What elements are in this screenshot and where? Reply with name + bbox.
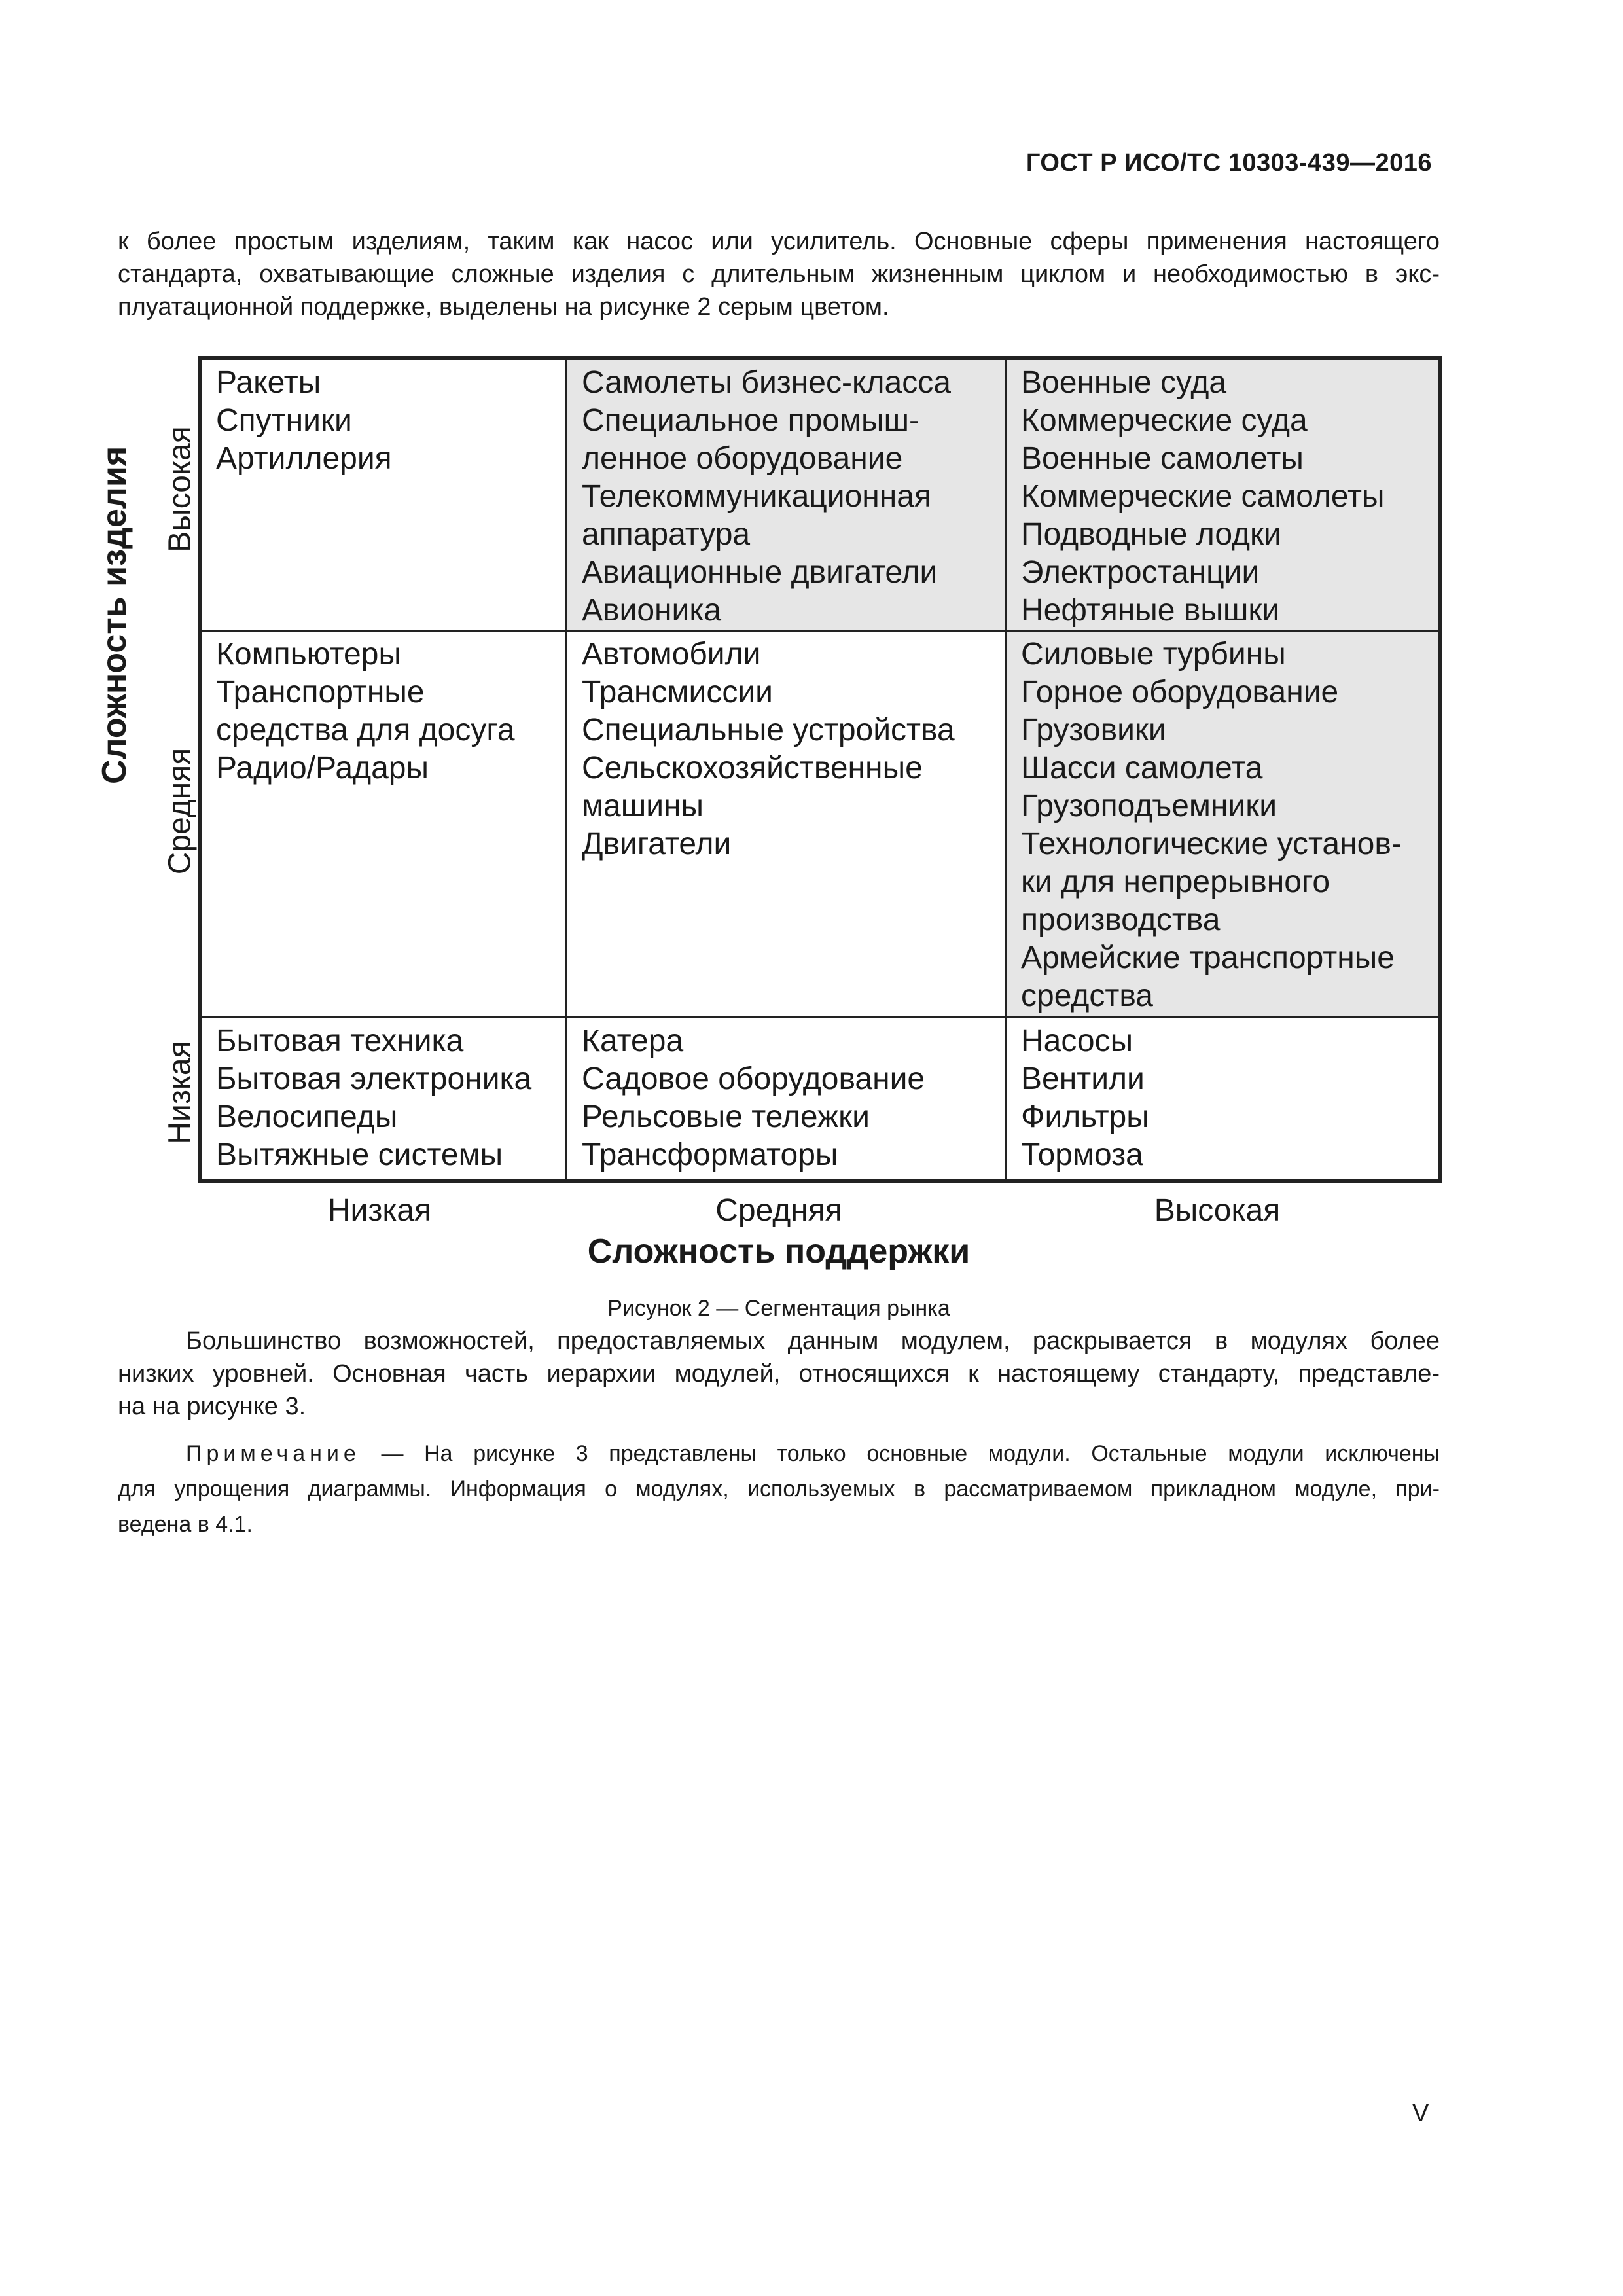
cell-mid-high: Силовые турбины Горное оборудование Грузовики Шасси самолета Грузоподъемники Технологические установ- ки для непрерывного производства Армейские транспортные средства [1006, 631, 1441, 1018]
row-label-mid: Средняя [162, 747, 198, 875]
intro-line-2: стандарта, охватывающие сложные изделия с длительным жизненным циклом и необходимостью в экс- [118, 260, 1440, 288]
cell-low-high: Насосы Вентили Фильтры Тормоза [1006, 1018, 1441, 1182]
note-line-3: ведена в 4.1. [118, 1512, 253, 1537]
body-paragraph [118, 1325, 1440, 1423]
note-paragraph [118, 1436, 1440, 1542]
col-label-low: Низкая [327, 1193, 432, 1228]
cell-high-mid: Самолеты бизнес-класса Специальное промыш- ленное оборудование Телекоммуникационная аппаратура Авиационные двигатели Авионика [567, 358, 1006, 631]
para-line-2: низких уровней. Основная часть иерархии модулей, относящихся к настоящему стандарту, представле- [118, 1360, 1440, 1388]
segmentation-matrix [198, 356, 1442, 1170]
row-label-high: Высокая [162, 426, 198, 552]
note-line-2: для упрощения диаграммы. Информация о модулях, используемых в рассматриваемом прикладном модуле, при- [118, 1477, 1440, 1501]
page-number: V [1412, 2100, 1429, 2127]
x-axis-title: Сложность поддержки [587, 1232, 971, 1270]
col-label-mid: Средняя [715, 1193, 842, 1228]
cell-high-low: Ракеты Спутники Артиллерия [200, 358, 567, 631]
row-label-low: Низкая [162, 1041, 198, 1145]
y-axis-title: Сложность изделия [96, 446, 134, 784]
cell-high-high: Военные суда Коммерческие суда Военные самолеты Коммерческие самолеты Подводные лодки Электростанции Нефтяные вышки [1006, 358, 1441, 631]
intro-line-1: к более простым изделиям, таким как насос или усилитель. Основные сферы применения настоящего [118, 228, 1440, 255]
intro-line-3: плуатационной поддержке, выделены на рисунке 2 серым цветом. [118, 293, 889, 321]
document-header: ГОСТ Р ИСО/ТС 10303-439—2016 [1026, 149, 1432, 177]
col-label-high: Высокая [1154, 1193, 1281, 1228]
note-line-1-text: — На рисунке 3 представлены только основные модули. Остальные модули исключены [360, 1441, 1440, 1466]
para-line-1: Большинство возможностей, предоставляемых данным модулем, раскрывается в модулях более [186, 1327, 1440, 1355]
note-label: Примечание [186, 1441, 361, 1466]
cell-mid-low: Компьютеры Транспортные средства для досуга Радио/Радары [200, 631, 567, 1018]
para-line-3: на на рисунке 3. [118, 1393, 306, 1420]
cell-mid-mid: Автомобили Трансмиссии Специальные устройства Сельскохозяйственные машины Двигатели [567, 631, 1006, 1018]
cell-low-mid: Катера Садовое оборудование Рельсовые тележки Трансформаторы [567, 1018, 1006, 1182]
cell-low-low: Бытовая техника Бытовая электроника Велосипеды Вытяжные системы [200, 1018, 567, 1182]
figure-caption: Рисунок 2 — Сегментация рынка [607, 1296, 950, 1321]
intro-paragraph [118, 225, 1440, 323]
note-line-1 [118, 1436, 1440, 1471]
